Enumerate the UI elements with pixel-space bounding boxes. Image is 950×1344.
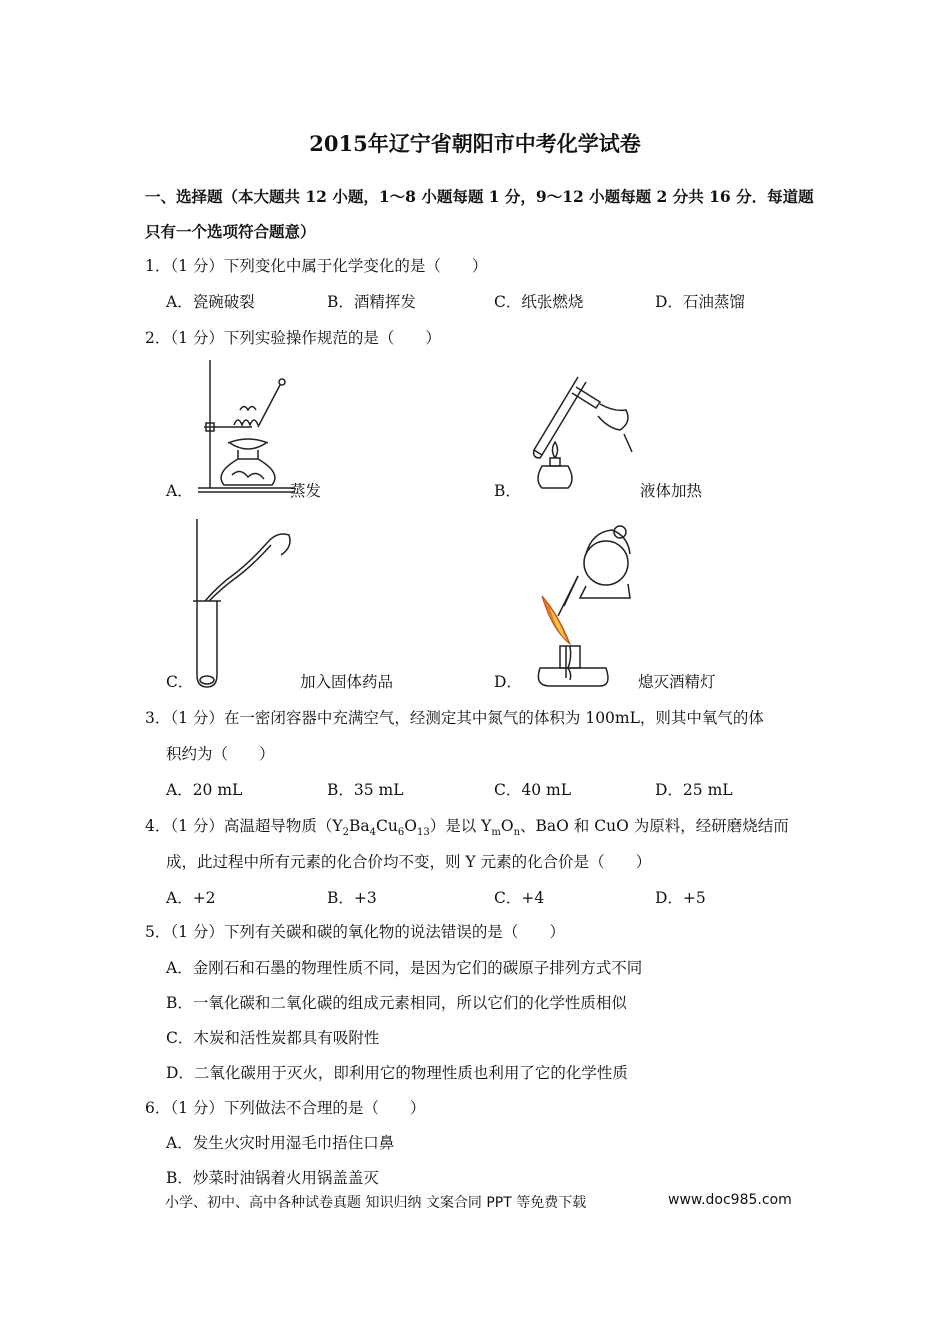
q1-option-c: C．纸张燃烧 xyxy=(494,293,584,311)
q2-option-c-letter: C． xyxy=(166,673,194,691)
liquid-heating-figure xyxy=(520,372,640,494)
q4-option-a: A．+2 xyxy=(166,889,216,907)
q2-option-d-letter: D． xyxy=(494,673,522,691)
blowing-out-lamp-figure xyxy=(520,518,635,690)
footer-promo-text: 小学、初中、高中各种试卷真题 知识归纳 文案合同 PPT 等免费下载 xyxy=(165,1195,587,1211)
q1-option-d: D．石油蒸馏 xyxy=(655,293,745,311)
q2-option-a-caption: 蒸发 xyxy=(290,482,322,500)
q3-option-b: B．35 mL xyxy=(327,781,404,799)
q2-option-a-letter: A． xyxy=(166,482,193,500)
q6-option-a: A．发生火灾时用湿毛巾捂住口鼻 xyxy=(166,1134,395,1152)
question-2-stem: 2．（1 分）下列实验操作规范的是（ ） xyxy=(145,329,441,347)
q4-option-c: C．+4 xyxy=(494,889,545,907)
q4-mid: ）是以 xyxy=(429,817,482,835)
q1-option-b: B．酒精挥发 xyxy=(327,293,416,311)
question-4-stem-line1 xyxy=(145,814,789,838)
q4-prefix: 4．（1 分）高温超导物质（ xyxy=(145,817,333,835)
q1-option-a: A．瓷碗破裂 xyxy=(166,293,255,311)
q5-option-d: D．二氧化碳用于灭火，即利用它的物理性质也利用了它的化学性质 xyxy=(166,1064,628,1082)
q5-option-b: B．一氧化碳和二氧化碳的组成元素相同，所以它们的化学性质相似 xyxy=(166,994,627,1012)
question-6-stem: 6．（1 分）下列做法不合理的是（ ） xyxy=(145,1099,426,1117)
q5-option-c: C．木炭和活性炭都具有吸附性 xyxy=(166,1029,380,1047)
q4-option-d: D．+5 xyxy=(655,889,706,907)
page-title: 2015年辽宁省朝阳市中考化学试卷 xyxy=(309,131,641,156)
q2-option-c-caption: 加入固体药品 xyxy=(300,673,394,691)
question-1-stem: 1．（1 分）下列变化中属于化学变化的是（ ） xyxy=(145,257,488,275)
q4-ymon: $Y_mO_n$ xyxy=(481,817,521,839)
q2-option-b-caption: 液体加热 xyxy=(640,482,703,500)
q3-option-c: C．40 mL xyxy=(494,781,572,799)
q3-option-a: A．20 mL xyxy=(166,781,243,799)
section-heading-line2: 只有一个选项符合题意） xyxy=(145,222,316,241)
question-4-stem-line2: 成，此过程中所有元素的化合价均不变，则 Y 元素的化合价是（ ） xyxy=(166,853,652,871)
question-5-stem: 5．（1 分）下列有关碳和碳的氧化物的说法错误的是（ ） xyxy=(145,923,565,941)
footer-website-link[interactable]: www.doc985.com xyxy=(668,1192,792,1208)
q2-option-b-letter: B． xyxy=(494,482,521,500)
evaporation-apparatus-figure xyxy=(190,355,300,495)
question-3-stem-line2: 积约为（ ） xyxy=(166,745,275,763)
section-heading-line1: 一、选择题（本大题共 12 小题，1～8 小题每题 1 分，9～12 小题每题 2 分共 16 分．每道题 xyxy=(145,187,814,206)
adding-solid-figure xyxy=(185,515,305,690)
q4-suffix: 、BaO 和 CuO 为原料，经研磨烧结而 xyxy=(520,817,789,835)
q4-option-b: B．+3 xyxy=(327,889,377,907)
question-3-stem-line1: 3．（1 分）在一密闭容器中充满空气，经测定其中氮气的体积为 100mL，则其中氧气的体 xyxy=(145,709,764,727)
q6-option-b: B．炒菜时油锅着火用锅盖盖灭 xyxy=(166,1169,379,1187)
q5-option-a: A．金刚石和石墨的物理性质不同，是因为它们的碳原子排列方式不同 xyxy=(166,959,643,977)
q2-option-d-caption: 熄灭酒精灯 xyxy=(638,673,716,691)
q3-option-d: D．25 mL xyxy=(655,781,733,799)
q4-formula: $Y_2Ba_4Cu_6O_{13}$ xyxy=(332,817,430,839)
